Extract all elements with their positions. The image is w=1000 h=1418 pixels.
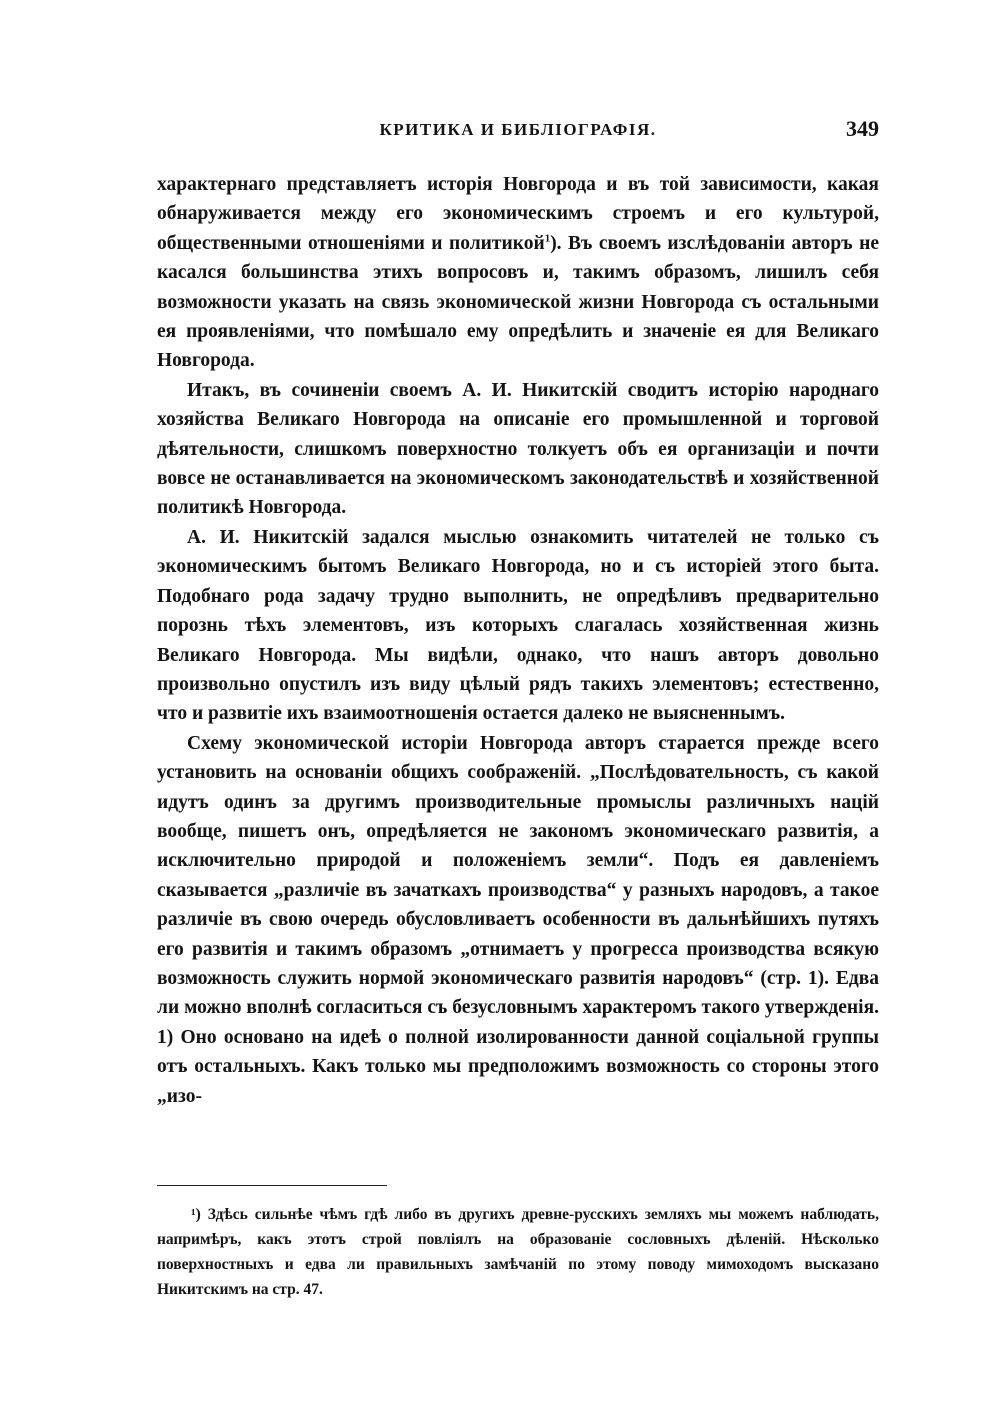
footnote-paragraph bbox=[157, 1202, 879, 1302]
running-head-title: КРИТИКА И БИБЛІОГРАФІЯ. bbox=[379, 120, 657, 139]
body-text bbox=[157, 170, 879, 1111]
footnote-reference[interactable]: 1 bbox=[544, 232, 551, 245]
paragraph-continued bbox=[157, 170, 879, 376]
paragraph-text: ). Въ своемъ изслѣдованіи авторъ не касался большинства этихъ вопросовъ и, такимъ образомъ, лишилъ себя возможности указать на связь экономической жизни Новгорода съ остальными ея проявленіями, что помѣшало ему опредѣлить и значеніе ея для Великаго Новгорода. bbox=[157, 232, 879, 372]
paragraph: Схему экономической исторіи Новгорода авторъ старается прежде всего установить на основаніи общихъ соображеній. „Послѣдовательность, съ какой идутъ одинъ за другимъ производительные промыслы различныхъ націй вообще, пишетъ онъ, опредѣляется не закономъ экономическаго развитія, а исключительно природой и положеніемъ земли“. Подъ ея давленіемъ сказывается „различіе въ зачаткахъ производства“ у разныхъ народовъ, а такое различіе въ свою очередь обусловливаетъ особенности въ дальнѣйшихъ путяхъ его развитія и такимъ образомъ „отнимаетъ у прогресса производства всякую возможность служить нормой экономическаго развитія народовъ“ (стр. 1). Едва ли можно вполнѣ согласиться съ безусловнымъ характеромъ такого утвержденія. 1) Оно основано на идеѣ о полной изолированности данной соціальной группы отъ остальныхъ. Какъ только мы предположимъ возможность со стороны этого „изо- bbox=[157, 732, 879, 1107]
footnote-divider bbox=[157, 1185, 387, 1186]
running-head bbox=[157, 116, 879, 146]
paragraph-text: характернаго представляетъ исторія Новгорода и въ той зависимости, какая обнаруживается между его экономическимъ строемъ и его культурой, общественными отношеніями и политикой bbox=[157, 174, 879, 254]
footnote bbox=[157, 1202, 879, 1302]
footnote-marker: ¹) bbox=[191, 1206, 201, 1223]
footnote-text: Здѣсь сильнѣе чѣмъ гдѣ либо въ другихъ древне-русскихъ земляхъ мы можемъ наблюдать, напримѣръ, какъ этотъ строй повліялъ на образованіе сословныхъ дѣленій. Нѣсколько поверхностныхъ и едва ли правильныхъ замѣчаній по этому поводу мимоходомъ высказано Никитскимъ на стр. 47. bbox=[157, 1206, 879, 1298]
paragraph: Итакъ, въ сочиненіи своемъ А. И. Никитскій сводитъ исторію народнаго хозяйства Великаго Новгорода на описаніе его промышленной и торговой дѣятельности, слишкомъ поверхностно толкуетъ объ ея организаціи и почти вовсе не останавливается на экономическомъ законодательствѣ и хозяйственной политикѣ Новгорода. bbox=[157, 379, 879, 519]
page-number: 349 bbox=[846, 116, 879, 141]
paragraph: А. И. Никитскій задался мыслью ознакомить читателей не только съ экономическимъ бытомъ Великаго Новгорода, но и съ исторіей этого быта. Подобнаго рода задачу трудно выполнить, не опредѣливъ предварительно порознь тѣхъ элементовъ, изъ которыхъ слагалась хозяйственная жизнь Великаго Новгорода. Мы видѣли, однако, что нашъ авторъ довольно произвольно опустилъ изъ виду цѣлый рядъ такихъ элементовъ; естественно, что и развитіе ихъ взаимоотношенія остается далеко не выясненнымъ. bbox=[157, 526, 879, 725]
